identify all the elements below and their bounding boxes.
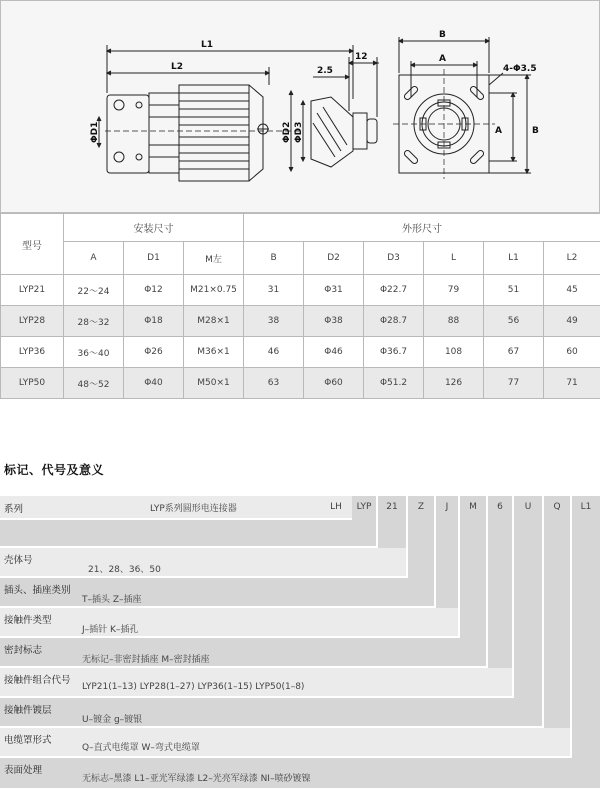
series-label: 系列 bbox=[4, 504, 24, 515]
label-2-5: 2.5 bbox=[317, 66, 333, 76]
table-row bbox=[1, 275, 600, 306]
label-12: 12 bbox=[355, 52, 368, 62]
table-cell: 79 bbox=[424, 275, 484, 306]
code-tail bbox=[514, 518, 542, 714]
code-part-type: Z bbox=[408, 496, 434, 518]
table-row bbox=[1, 368, 600, 399]
table-cell: Φ12 bbox=[124, 275, 184, 306]
section-title: 标记、代号及意义 bbox=[4, 463, 105, 477]
subheader-M: M左 bbox=[184, 242, 244, 275]
code-part-seal: M bbox=[460, 496, 486, 518]
table-cell: Φ36.7 bbox=[364, 337, 424, 368]
table-cell: 60 bbox=[544, 337, 600, 368]
code-part-cover: Q bbox=[544, 496, 570, 518]
table-cell: 108 bbox=[424, 337, 484, 368]
table-cell: Φ28.7 bbox=[364, 306, 424, 337]
item-value: LYP21(1–13) LYP28(1–27) LYP36(1–15) LYP50(1–8) bbox=[82, 682, 305, 692]
table-cell: 46 bbox=[244, 337, 304, 368]
item-value: J–插针 K–插孔 bbox=[82, 625, 139, 635]
table-cell: 49 bbox=[544, 306, 600, 337]
label-D2: ΦD2 bbox=[282, 121, 292, 143]
item-label: 表面处理 bbox=[4, 765, 43, 776]
table-cell: Φ26 bbox=[124, 337, 184, 368]
plating-row bbox=[0, 698, 542, 726]
table-cell: Φ18 bbox=[124, 306, 184, 337]
table-cell: 67 bbox=[484, 337, 544, 368]
table-cell: Φ31 bbox=[304, 275, 364, 306]
table-cell: 45 bbox=[544, 275, 600, 306]
table-cell: M21×0.75 bbox=[184, 275, 244, 306]
label-L1: L1 bbox=[201, 40, 213, 50]
cell-model: LYP21 bbox=[1, 275, 64, 306]
item-value: T–插头 Z–插座 bbox=[82, 595, 142, 605]
ribbed-nut bbox=[179, 85, 249, 181]
shell-number-row bbox=[0, 548, 406, 576]
table-cell: 71 bbox=[544, 368, 600, 399]
spacer-band bbox=[0, 520, 376, 546]
item-value: Q–直式电缆罩 W–弯式电缆罩 bbox=[82, 743, 200, 753]
table-cell: M36×1 bbox=[184, 337, 244, 368]
table-cell: 126 bbox=[424, 368, 484, 399]
code-part-plating: U bbox=[514, 496, 542, 518]
item-value: 无标记–非密封插座 M–密封插座 bbox=[82, 655, 210, 665]
table-cell: Φ46 bbox=[304, 337, 364, 368]
label-D3: ΦD3 bbox=[294, 121, 304, 143]
plug-type-row bbox=[0, 578, 434, 606]
flange-hole bbox=[114, 152, 124, 162]
item-value: 21、28、36、50 bbox=[88, 565, 161, 575]
table-cell: Φ38 bbox=[304, 306, 364, 337]
code-part-series: LYP bbox=[352, 496, 376, 518]
table-cell: Φ51.2 bbox=[364, 368, 424, 399]
item-label: 壳体号 bbox=[4, 555, 33, 566]
cell-model: LYP36 bbox=[1, 337, 64, 368]
item-value: U–镀金 g–镀银 bbox=[82, 715, 143, 725]
subheader-L1: L1 bbox=[484, 242, 544, 275]
label-A-side: A bbox=[495, 126, 502, 136]
code-tail bbox=[488, 518, 512, 686]
code-part-finish: L1 bbox=[572, 496, 600, 518]
item-label: 电缆罩形式 bbox=[4, 735, 52, 746]
table-cell: Φ40 bbox=[124, 368, 184, 399]
contact-type-row bbox=[0, 608, 458, 636]
code-tail bbox=[572, 518, 600, 774]
item-label: 接触件镀层 bbox=[4, 705, 52, 716]
seal-row bbox=[0, 638, 486, 666]
item-label: 接触件类型 bbox=[4, 615, 52, 626]
table-cell: 22～24 bbox=[64, 275, 124, 306]
subheader-L2: L2 bbox=[544, 242, 600, 275]
subheader-B: B bbox=[244, 242, 304, 275]
table-row bbox=[1, 337, 600, 368]
receptacle-side bbox=[311, 97, 353, 167]
table-cell: 77 bbox=[484, 368, 544, 399]
dimension-drawing bbox=[1, 1, 600, 214]
table-row bbox=[1, 306, 600, 337]
label-hole: 4-Φ3.5 bbox=[503, 64, 537, 74]
item-value: 无标志–黑漆 L1–亚光军绿漆 L2–光亮军绿漆 NI–喷砂镀镍 bbox=[82, 774, 311, 784]
spec-table bbox=[0, 213, 600, 399]
label-A-top: A bbox=[439, 54, 446, 64]
flange-plate bbox=[107, 95, 149, 173]
table-cell: 88 bbox=[424, 306, 484, 337]
subheader-D3: D3 bbox=[364, 242, 424, 275]
cell-model: LYP28 bbox=[1, 306, 64, 337]
receptacle-flange bbox=[353, 113, 367, 149]
code-part-combo: 6 bbox=[488, 496, 512, 518]
code-part-contact: J bbox=[436, 496, 458, 518]
table-cell: 38 bbox=[244, 306, 304, 337]
item-label: 接触件组合代号 bbox=[4, 675, 71, 686]
code-part-shell: 21 bbox=[378, 496, 406, 518]
code-tail bbox=[544, 518, 570, 742]
subheader-A: A bbox=[64, 242, 124, 275]
table-cell: 51 bbox=[484, 275, 544, 306]
table-cell: 36～40 bbox=[64, 337, 124, 368]
label-D1: ΦD1 bbox=[90, 121, 100, 143]
table-cell: 28～32 bbox=[64, 306, 124, 337]
table-cell: 56 bbox=[484, 306, 544, 337]
table-cell: 48～52 bbox=[64, 368, 124, 399]
contact-combo-row bbox=[0, 668, 512, 696]
series-row bbox=[0, 496, 352, 518]
item-label: 密封标志 bbox=[4, 645, 43, 656]
flange-hole bbox=[136, 102, 142, 108]
label-L2: L2 bbox=[171, 62, 183, 72]
subheader-D2: D2 bbox=[304, 242, 364, 275]
table-cell: 31 bbox=[244, 275, 304, 306]
header-outline: 外形尺寸 bbox=[244, 214, 600, 242]
label-B-top: B bbox=[439, 30, 446, 40]
connector-drawing bbox=[0, 0, 600, 213]
code-part-LH: LH bbox=[321, 496, 351, 518]
header-install: 安装尺寸 bbox=[64, 214, 244, 242]
label-B-side: B bbox=[532, 126, 539, 136]
table-cell: 63 bbox=[244, 368, 304, 399]
cell-model: LYP50 bbox=[1, 368, 64, 399]
series-value: LYP系列圆形电连接器 bbox=[150, 504, 237, 514]
table-cell: Φ60 bbox=[304, 368, 364, 399]
flange-hole bbox=[136, 154, 142, 160]
surface-finish-row bbox=[0, 758, 600, 788]
table-cell: M28×1 bbox=[184, 306, 244, 337]
table-cell: Φ22.7 bbox=[364, 275, 424, 306]
header-model: 型号 bbox=[1, 214, 64, 275]
cable-cover-row bbox=[0, 728, 570, 756]
code-tail bbox=[460, 518, 486, 658]
table-cell: M50×1 bbox=[184, 368, 244, 399]
subheader-D1: D1 bbox=[124, 242, 184, 275]
flange-hole bbox=[114, 100, 124, 110]
subheader-L: L bbox=[424, 242, 484, 275]
item-label: 插头、插座类别 bbox=[4, 585, 71, 596]
